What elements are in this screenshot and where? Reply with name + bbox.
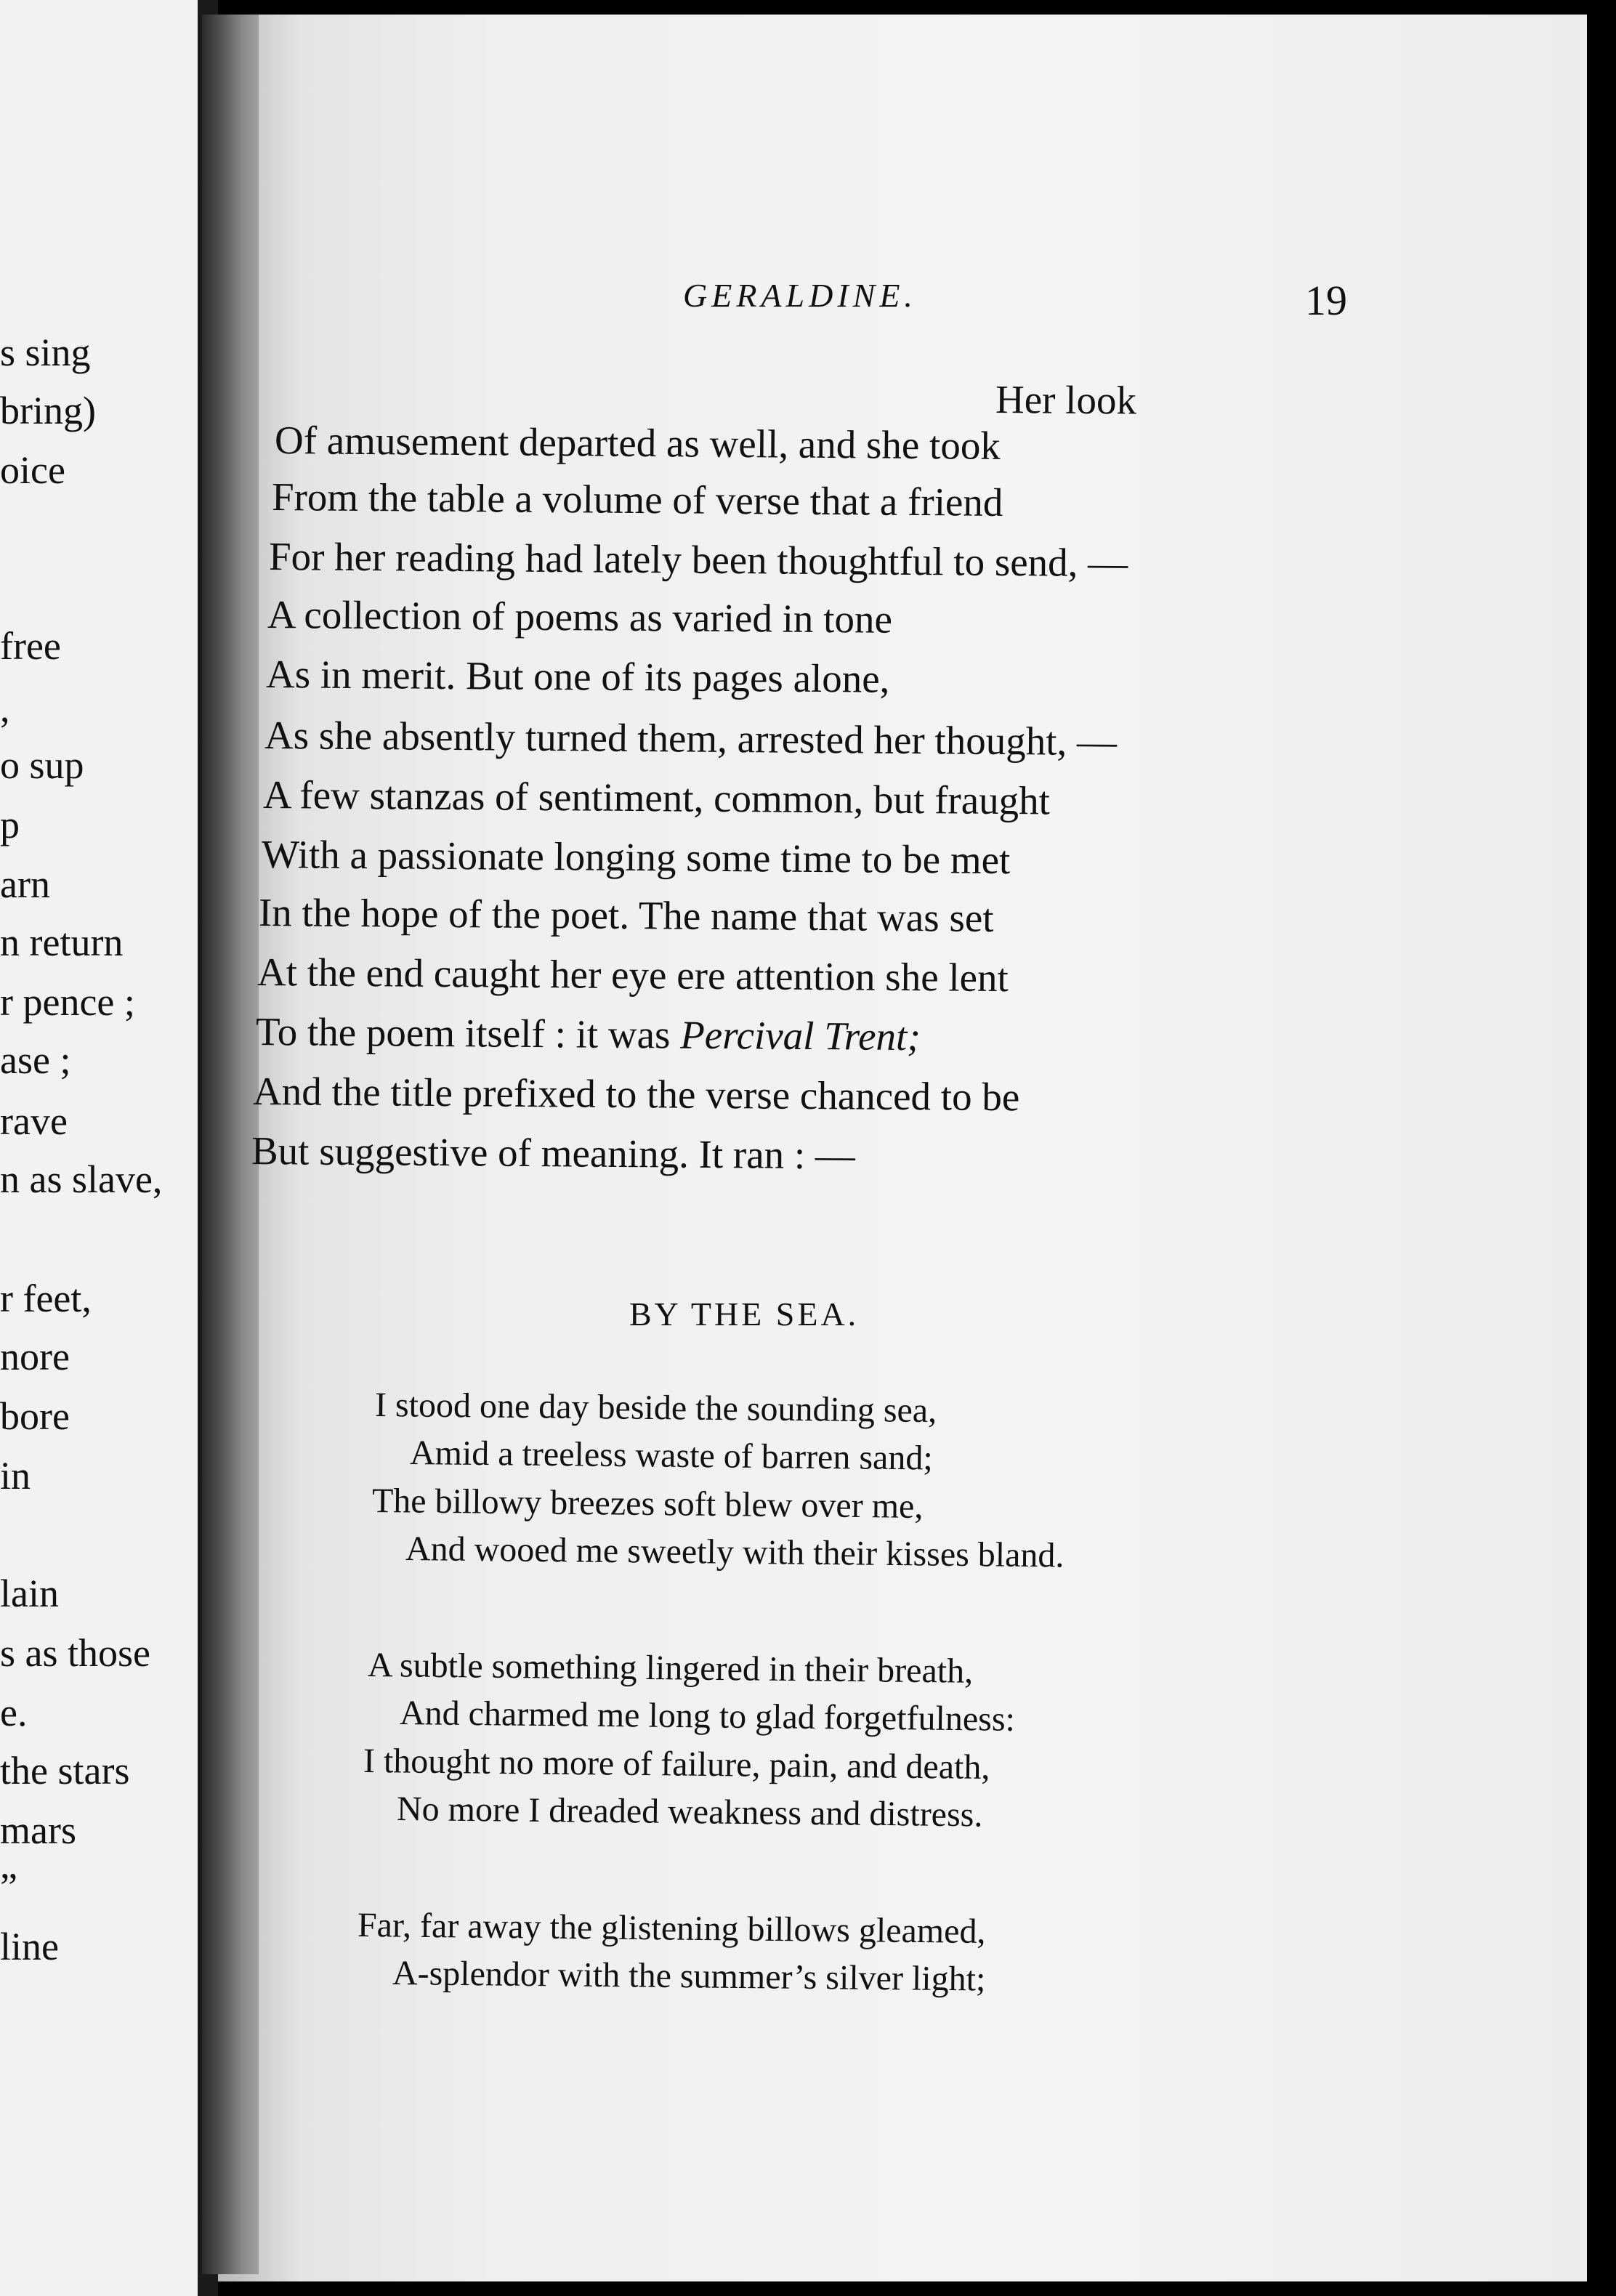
poem-line: Far, far away the glistening billows gleamed, bbox=[357, 1906, 986, 1952]
poem-line: Amid a treeless waste of barren sand; bbox=[409, 1434, 933, 1478]
left-page-fragment: bore bbox=[0, 1394, 70, 1438]
left-page-fragment: nore bbox=[0, 1335, 70, 1378]
left-page-fragment: n return bbox=[0, 921, 124, 964]
narrative-text: To the poem itself : it was bbox=[255, 1009, 681, 1057]
narrative-line: As in merit. But one of its pages alone, bbox=[265, 652, 890, 701]
left-page-fragment: r pence ; bbox=[0, 980, 135, 1024]
left-page-fragment: s sing bbox=[0, 331, 91, 374]
left-page-fragment: the stars bbox=[0, 1749, 130, 1792]
left-page-fragment: rave bbox=[0, 1099, 68, 1143]
poem-line: A subtle something lingered in their breath, bbox=[367, 1646, 974, 1691]
left-page-fragment: oice bbox=[0, 448, 65, 492]
narrative-line: And the title prefixed to the verse chanced to be bbox=[252, 1069, 1020, 1120]
poem-line: I stood one day beside the sounding sea, bbox=[374, 1386, 937, 1431]
gutter-shadow bbox=[202, 15, 259, 2274]
narrative-line: A few stanzas of sentiment, common, but fraught bbox=[262, 772, 1051, 823]
poem-line: A-splendor with the summer’s silver light; bbox=[392, 1954, 986, 1999]
left-page-fragment: r feet, bbox=[0, 1277, 92, 1320]
page-edge bbox=[1587, 44, 1616, 2296]
left-page-fragment: , bbox=[0, 687, 10, 730]
left-page-fragment: mars bbox=[0, 1808, 76, 1852]
narrative-line: But suggestive of meaning. It ran : — bbox=[251, 1128, 856, 1178]
narrative-line bbox=[255, 1009, 921, 1059]
narrative-line: In the hope of the poet. The name that was set bbox=[258, 890, 994, 940]
left-page-fragment: o sup bbox=[0, 743, 84, 787]
narrative-line: From the table a volume of verse that a friend bbox=[271, 474, 1003, 525]
narrative-line: Of amusement departed as well, and she took bbox=[274, 418, 1001, 468]
left-page-fragment: p bbox=[0, 803, 20, 846]
page-number: 19 bbox=[1305, 277, 1347, 324]
narrative-line: A collection of poems as varied in tone bbox=[267, 592, 893, 642]
left-page-fragment: in bbox=[0, 1454, 31, 1497]
poem-line: No more I dreaded weakness and distress. bbox=[396, 1790, 983, 1835]
left-page-fragment: s as those bbox=[0, 1631, 150, 1675]
poem-line: I thought no more of failure, pain, and death, bbox=[363, 1742, 990, 1787]
running-header: GERALDINE. bbox=[683, 277, 917, 314]
left-page-fragment: ase ; bbox=[0, 1038, 71, 1082]
left-page-fragment: e. bbox=[0, 1691, 28, 1734]
narrative-line: At the end caught her eye ere attention she lent bbox=[256, 950, 1009, 1001]
left-facing-page bbox=[0, 0, 198, 2296]
narrative-line: As she absently turned them, arrested her thought, — bbox=[264, 713, 1118, 764]
left-page-fragment: line bbox=[0, 1925, 59, 1968]
left-page-fragment: n as slave, bbox=[0, 1157, 163, 1201]
poem-line: The billowy breezes soft blew over me, bbox=[371, 1482, 924, 1526]
left-page-fragment: bring) bbox=[0, 389, 96, 432]
left-page-fragment: lain bbox=[0, 1572, 59, 1615]
narrative-line: With a passionate longing some time to be met bbox=[261, 832, 1011, 883]
left-page-fragment: arn bbox=[0, 862, 50, 906]
poet-name: Percival Trent; bbox=[679, 1012, 921, 1059]
narrative-line: For her reading had lately been thoughtful to send, — bbox=[268, 534, 1128, 586]
left-page-fragment: ” bbox=[0, 1865, 17, 1909]
poem-line: And charmed me long to glad forgetfulness: bbox=[399, 1694, 1016, 1739]
left-page-fragment: free bbox=[0, 624, 61, 668]
poem-title: BY THE SEA. bbox=[629, 1295, 860, 1333]
narrative-line: Her look bbox=[995, 377, 1137, 423]
poem-line: And wooed me sweetly with their kisses bland. bbox=[405, 1529, 1064, 1575]
